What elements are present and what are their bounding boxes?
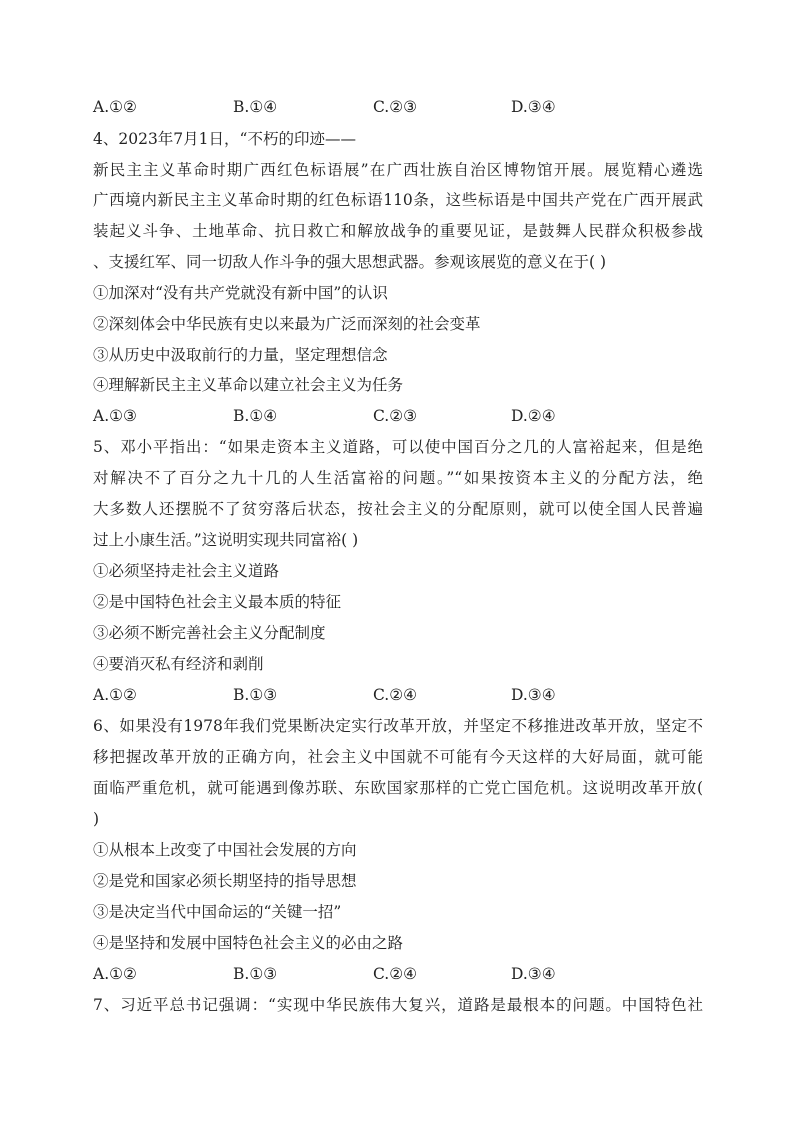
q6-item-4: ④是坚持和发展中国特色社会主义的必由之路 xyxy=(93,934,404,952)
q6-stem-line-4: ) xyxy=(93,810,100,828)
q5-item-3: ③必须不断完善社会主义分配制度 xyxy=(93,624,326,642)
q6-stem-line-2: 移把握改革开放的正确方向，社会主义中国就不可能有今天这样的大好局面，就可能 xyxy=(93,748,703,766)
q3-option-c: C.②③ xyxy=(373,98,418,116)
q5-option-b: B.①③ xyxy=(233,686,278,704)
q6-option-c: C.②④ xyxy=(373,965,418,983)
q5-options xyxy=(93,680,703,710)
q6-option-b: B.①③ xyxy=(233,965,278,983)
q6-item-1: ①从根本上改变了中国社会发展的方向 xyxy=(93,841,357,859)
q6-stem-line-1: 6、如果没有1978年我们党果断决定实行改革开放，并坚定不移推进改革开放，坚定不 xyxy=(93,717,703,735)
q6-item-2: ②是党和国家必须长期坚持的指导思想 xyxy=(93,872,357,890)
q3-options xyxy=(93,92,703,122)
q4-item-3: ③从历史中汲取前行的力量，坚定理想信念 xyxy=(93,346,388,364)
q6-option-d: D.③④ xyxy=(511,965,556,983)
q4-stem-line-5: 、支援红军、同一切敌人作斗争的强大思想武器。参观该展览的意义在于( ) xyxy=(93,253,607,271)
q5-stem-line-4: 过上小康生活。”这说明实现共同富裕( ) xyxy=(93,531,359,549)
q5-item-2: ②是中国特色社会主义最本质的特征 xyxy=(93,593,342,611)
q4-stem-line-3: 广西境内新民主主义革命时期的红色标语110条，这些标语是中国共产党在广西开展武 xyxy=(93,191,703,209)
q4-stem-line-1: 4、2023年7月1日，“不朽的印迹—— xyxy=(93,130,356,148)
q4-option-c: C.②③ xyxy=(373,407,418,425)
q5-stem-line-3: 大多数人还摆脱不了贫穷落后状态，按社会主义的分配原则，就可以使全国人民普遍 xyxy=(93,500,703,518)
q4-item-2: ②深刻体会中华民族有史以来最为广泛而深刻的社会变革 xyxy=(93,315,481,333)
q3-option-d: D.③④ xyxy=(511,98,556,116)
q3-option-a: A.①② xyxy=(93,98,137,116)
q6-stem-line-3: 面临严重危机，就可能遇到像苏联、东欧国家那样的亡党亡国危机。这说明改革开放( xyxy=(93,779,703,797)
q5-stem-line-2: 对解决不了百分之九十几的人生活富裕的问题。”“如果按资本主义的分配方法，绝 xyxy=(93,469,703,487)
q6-option-a: A.①② xyxy=(93,965,137,983)
q7-stem-line-1: 7、习近平总书记强调：“实现中华民族伟大复兴，道路是最根本的问题。中国特色社 xyxy=(93,996,703,1014)
q5-option-c: C.②④ xyxy=(373,686,418,704)
q6-options xyxy=(93,959,703,989)
q4-option-d: D.②④ xyxy=(511,407,556,425)
q4-option-a: A.①③ xyxy=(93,407,137,425)
q4-stem-line-2: 新民主主义革命时期广西红色标语展”在广西壮族自治区博物馆开展。展览精心遴选 xyxy=(93,161,703,179)
q5-stem-line-1: 5、邓小平指出：“如果走资本主义道路，可以使中国百分之几的人富裕起来，但是绝 xyxy=(93,438,703,456)
q5-option-a: A.①② xyxy=(93,686,137,704)
q5-option-d: D.③④ xyxy=(511,686,556,704)
q4-options xyxy=(93,401,703,431)
q4-item-4: ④理解新民主主义革命以建立社会主义为任务 xyxy=(93,376,404,394)
q4-stem-line-4: 装起义斗争、土地革命、抗日救亡和解放战争的重要见证，是鼓舞人民群众积极参战 xyxy=(93,222,703,240)
q5-item-1: ①必须坚持走社会主义道路 xyxy=(93,562,280,580)
q4-option-b: B.①④ xyxy=(233,407,278,425)
q5-item-4: ④要消灭私有经济和剥削 xyxy=(93,655,264,673)
q3-option-b: B.①④ xyxy=(233,98,278,116)
q4-item-1: ①加深对“没有共产党就没有新中国”的认识 xyxy=(93,284,388,302)
q6-item-3: ③是决定当代中国命运的“关键一招” xyxy=(93,903,342,921)
